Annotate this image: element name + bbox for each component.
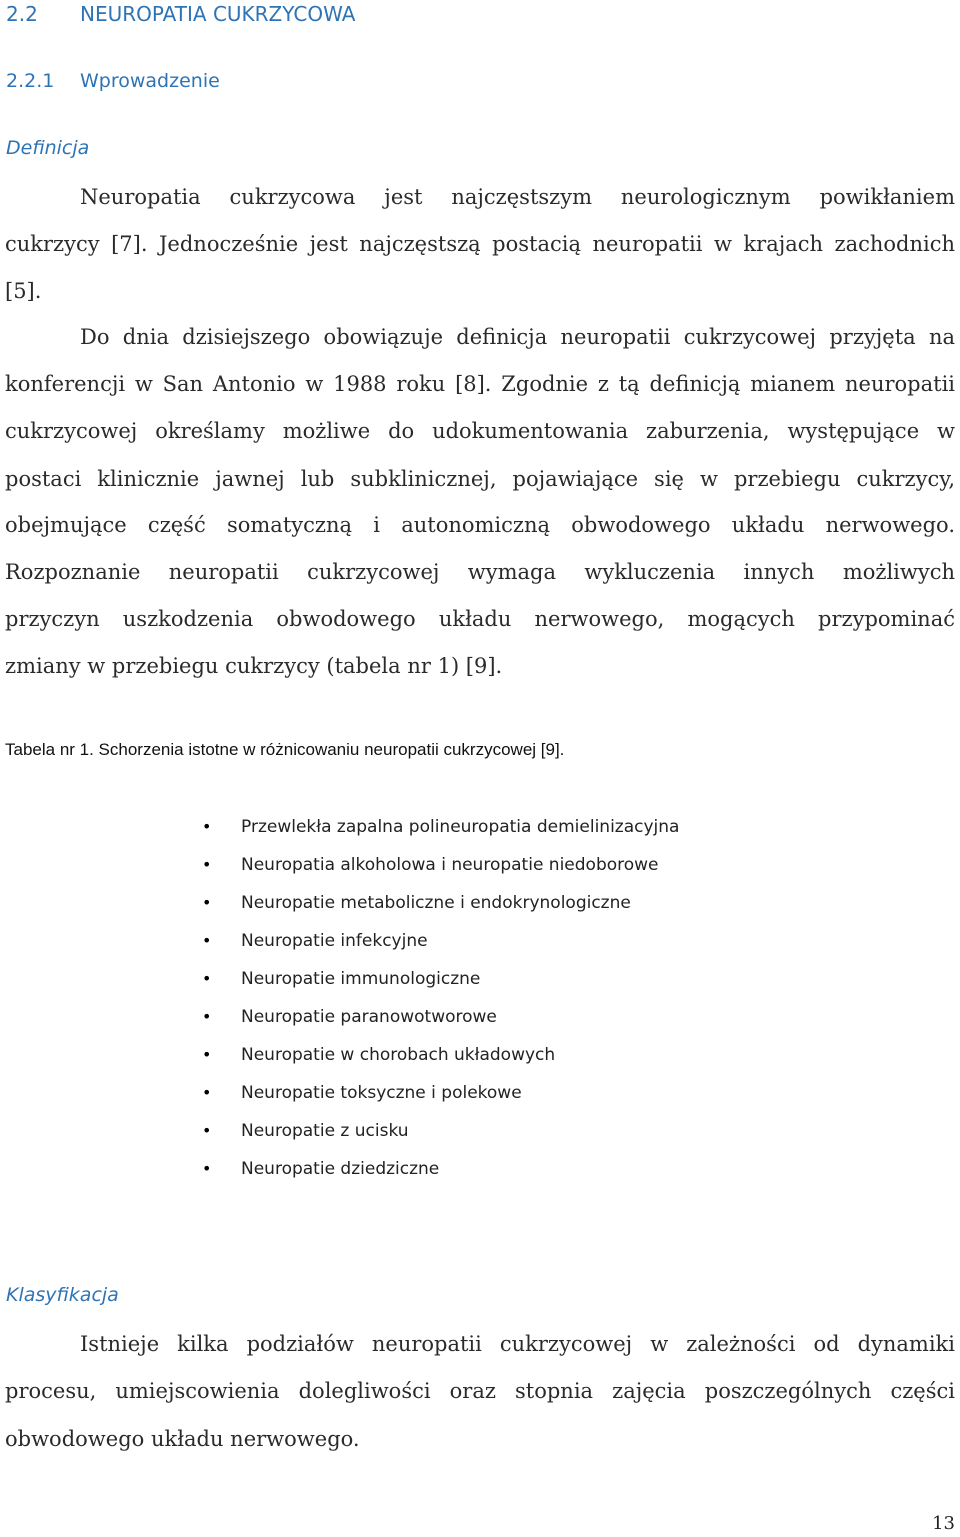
list-item-text: Neuropatie infekcyjne — [241, 931, 428, 951]
list-item — [200, 926, 679, 964]
classification-title: Klasyfikacja — [6, 1284, 119, 1306]
paragraph-line: konferencji w San Antonio w 1988 roku [8]. Zgodnie z tą definicją mianem neuropatii — [5, 372, 955, 396]
paragraph-line: Neuropatia cukrzycowa jest najczęstszym neurologicznym powikłaniem — [80, 185, 955, 209]
differential-list — [200, 812, 679, 1192]
definition-title: Definicja — [6, 137, 90, 159]
paragraph-line: Istnieje kilka podziałów neuropatii cukrzycowej w zależności od dynamiki — [80, 1332, 955, 1356]
bullet-icon: • — [202, 969, 212, 988]
paragraph-line: obwodowego układu nerwowego. — [5, 1427, 360, 1451]
list-item — [200, 1078, 679, 1116]
list-item-text: Neuropatia alkoholowa i neuropatie niedoborowe — [241, 855, 659, 875]
bullet-icon: • — [202, 855, 212, 874]
subsection-number: 2.2.1 — [6, 70, 55, 92]
list-item — [200, 1040, 679, 1078]
list-item — [200, 812, 679, 850]
section-heading — [6, 2, 355, 26]
list-item-text: Neuropatie dziedziczne — [241, 1159, 440, 1179]
bullet-icon: • — [202, 817, 212, 836]
list-item-text: Neuropatie z ucisku — [241, 1121, 409, 1141]
paragraph-line: postaci klinicznie jawnej lub subklinicznej, pojawiające się w przebiegu cukrzycy, — [5, 467, 955, 491]
list-item — [200, 964, 679, 1002]
list-item — [200, 1116, 679, 1154]
page-number: 13 — [932, 1513, 955, 1534]
list-item-text: Przewlekła zapalna polineuropatia demielinizacyjna — [241, 817, 680, 837]
list-item-text: Neuropatie toksyczne i polekowe — [241, 1083, 522, 1103]
bullet-icon: • — [202, 1083, 212, 1102]
bullet-icon: • — [202, 1045, 212, 1064]
list-item — [200, 888, 679, 926]
list-item-text: Neuropatie paranowotworowe — [241, 1007, 497, 1027]
paragraph-line: cukrzycowej określamy możliwe do udokumentowania zaburzenia, występujące w — [5, 419, 955, 443]
paragraph-line: obejmujące część somatyczną i autonomiczną obwodowego układu nerwowego. — [5, 513, 955, 537]
paragraph-line: [5]. — [5, 279, 42, 303]
list-item-text: Neuropatie w chorobach układowych — [241, 1045, 556, 1065]
paragraph-line: przyczyn uszkodzenia obwodowego układu nerwowego, mogących przypominać — [5, 607, 955, 631]
list-item-text: Neuropatie metaboliczne i endokrynologiczne — [241, 893, 631, 913]
paragraph-line: Rozpoznanie neuropatii cukrzycowej wymaga wykluczenia innych możliwych — [5, 560, 955, 584]
paragraph-line: procesu, umiejscowienia dolegliwości oraz stopnia zajęcia poszczególnych części — [5, 1379, 955, 1403]
paragraph-line: cukrzycy [7]. Jednocześnie jest najczęstszą postacią neuropatii w krajach zachodnich — [5, 232, 955, 256]
list-item — [200, 850, 679, 888]
bullet-icon: • — [202, 1121, 212, 1140]
bullet-icon: • — [202, 931, 212, 950]
list-item-text: Neuropatie immunologiczne — [241, 969, 481, 989]
list-item — [200, 1002, 679, 1040]
bullet-icon: • — [202, 893, 212, 912]
table-caption: Tabela nr 1. Schorzenia istotne w różnicowaniu neuropatii cukrzycowej [9]. — [5, 740, 565, 759]
bullet-icon: • — [202, 1007, 212, 1026]
subsection-heading — [6, 70, 220, 92]
section-number: 2.2 — [6, 2, 38, 26]
list-item — [200, 1154, 679, 1192]
subsection-title: Wprowadzenie — [80, 70, 220, 92]
bullet-icon: • — [202, 1159, 212, 1178]
section-title: NEUROPATIA CUKRZYCOWA — [80, 2, 356, 26]
paragraph-line: zmiany w przebiegu cukrzycy (tabela nr 1) [9]. — [5, 654, 503, 678]
paragraph-line: Do dnia dzisiejszego obowiązuje definicja neuropatii cukrzycowej przyjęta na — [80, 325, 955, 349]
